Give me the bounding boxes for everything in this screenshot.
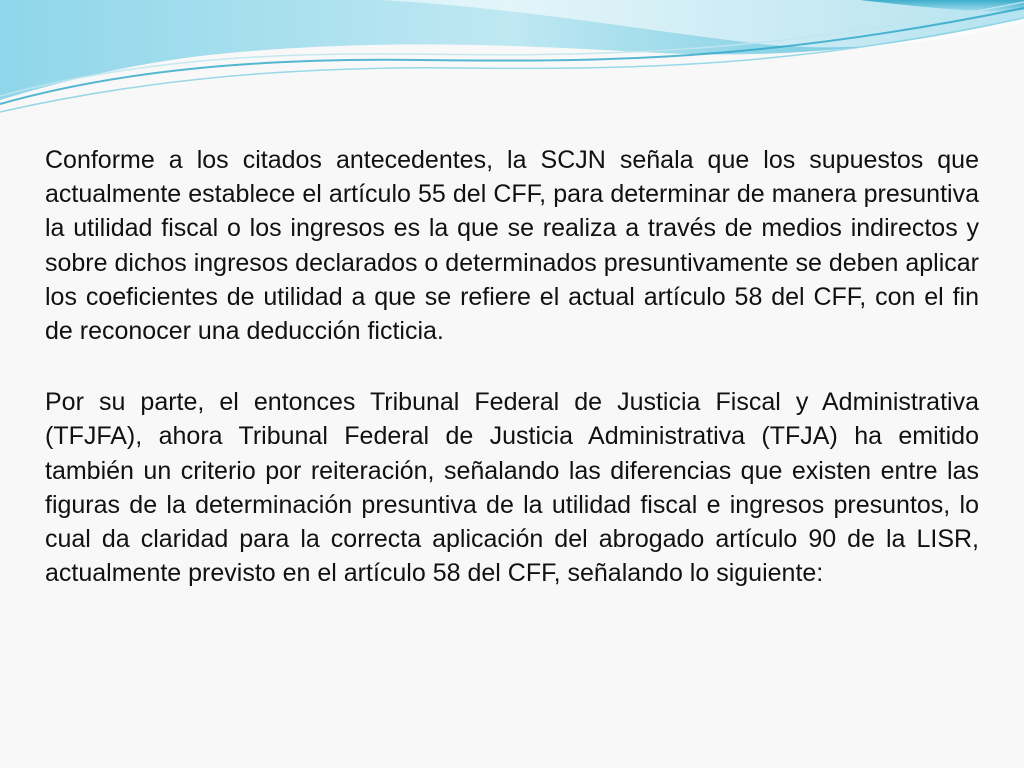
paragraph-scjn: Conforme a los citados antecedentes, la SCJN señala que los supuestos que actualmente establece el artículo 55 del CFF, para determinar de manera presuntiva la utilidad fiscal o los ingresos es la que se realiza a través de medios indirectos y sobre dichos ingresos declarados o determinados presuntivamente se deben aplicar los coeficientes de utilidad a que se refiere el actual artículo 58 del CFF, con el fin de reconocer una deducción ficticia. <box>45 146 979 346</box>
header-wave-decoration <box>0 0 1024 130</box>
slide-body <box>45 143 979 590</box>
paragraph-tfjfa: Por su parte, el entonces Tribunal Federal de Justicia Fiscal y Administrativa (TFJFA), ahora Tribunal Federal de Justicia Administrativa (TFJA) ha emitido también un criterio por reiteración, señalando las diferencias que existen entre las figuras de la determinación presuntiva de la utilidad fiscal e ingresos presuntos, lo cual da claridad para la correcta aplicación del abrogado artículo 90 de la LISR, actualmente previsto en el artículo 58 del CFF, señalando lo siguiente: <box>45 388 979 588</box>
